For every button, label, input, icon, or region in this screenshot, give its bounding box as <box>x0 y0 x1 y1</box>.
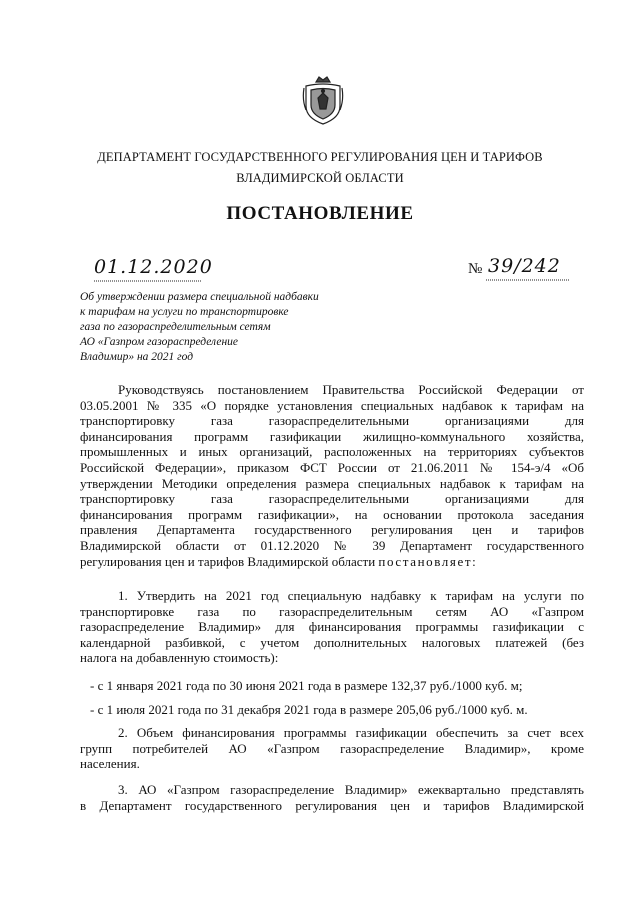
text-line: транспортировке газа по газораспределительным сетям АО «Газпром <box>80 603 584 619</box>
text-line: Владимирской области от 01.12.2020 № 39 Департамент государственного <box>80 537 584 553</box>
text-line: Российской Федерации», приказом ФСТ России от 21.06.2011 № 154-э/4 «Об <box>80 459 584 475</box>
text-line: финансирования программ газификации», на основании протокола заседания <box>80 506 584 522</box>
preamble-paragraph <box>80 382 584 569</box>
subject-line: АО «Газпром газораспределение <box>80 336 239 348</box>
text-line: 3. АО «Газпром газораспределение Владимир» ежеквартально представлять <box>118 782 584 797</box>
text-line: населения. <box>80 756 140 772</box>
text-line: 03.05.2001 № 335 «О порядке установления специальных надбавок к тарифам на <box>80 397 584 413</box>
text-line: утверждении Методики определения размера специальных надбавок к тарифам на <box>80 475 584 491</box>
number-underline <box>486 278 572 282</box>
subject-line: Об утверждении размера специальной надбавки <box>80 291 319 303</box>
item-3-paragraph <box>80 782 584 813</box>
text-line: групп потребителей АО «Газпром газораспределение Владимир», кроме <box>80 740 584 756</box>
decree-word: постановляет: <box>378 553 478 569</box>
period-line-1: - с 1 января 2021 года по 30 июня 2021 года в размере 132,37 руб./1000 куб. м; <box>90 678 523 693</box>
subject-line: Владимир» на 2021 год <box>80 351 194 363</box>
text-fragment: регулирования цен и тарифов Владимирской области <box>80 553 376 569</box>
text-line: налога на добавленную стоимость): <box>80 650 279 666</box>
text-line: финансирования программ газификации жилищно-коммунального хозяйства, <box>80 428 584 444</box>
text-line: транспортировку газа газораспределительными организациями для <box>80 413 584 429</box>
coat-of-arms-icon <box>302 76 344 126</box>
item-2-paragraph <box>80 725 584 772</box>
text-line <box>80 554 584 570</box>
department-name-line1: ДЕПАРТАМЕНТ ГОСУДАРСТВЕННОГО РЕГУЛИРОВАНИЯ ЦЕН И ТАРИФОВ <box>97 150 543 164</box>
text-line: промышленных и иных организаций, расположенных на территориях субъектов <box>80 444 584 460</box>
number-sign: № <box>468 261 483 277</box>
text-line: правления Департамента государственного регулирования цен и тарифов <box>80 522 584 538</box>
text-line: транспортировку газа газораспределительными организациями для <box>80 491 584 507</box>
document-number: 39/242 <box>488 255 561 277</box>
text-line: газораспределение Владимир» для финансирования программы газификации с <box>80 619 584 635</box>
item-1-paragraph <box>80 588 584 666</box>
subject-line: к тарифам на услуги по транспортировке <box>80 306 289 318</box>
document-title: ПОСТАНОВЛЕНИЕ <box>226 203 414 224</box>
text-line: Руководствуясь постановлением Правительства Российской Федерации от <box>118 382 584 397</box>
document-date: 01.12.2020 <box>94 256 213 278</box>
period-line-2: - с 1 июля 2021 года по 31 декабря 2021 года в размере 205,06 руб./1000 куб. м. <box>90 702 528 717</box>
department-name-line2: ВЛАДИМИРСКОЙ ОБЛАСТИ <box>236 171 404 185</box>
date-underline <box>94 279 204 283</box>
document-subject <box>80 290 350 365</box>
text-line: 2. Объем финансирования программы газификации обеспечить за счет всех <box>118 725 584 740</box>
text-line: в Департамент государственного регулирования цен и тарифов Владимирской <box>80 797 584 813</box>
text-line: календарной разбивкой, с учетом дополнительных налоговых платежей (без <box>80 634 584 650</box>
text-line: 1. Утвердить на 2021 год специальную надбавку к тарифам на услуги по <box>118 588 584 603</box>
subject-line: газа по газораспределительным сетям <box>80 321 271 333</box>
